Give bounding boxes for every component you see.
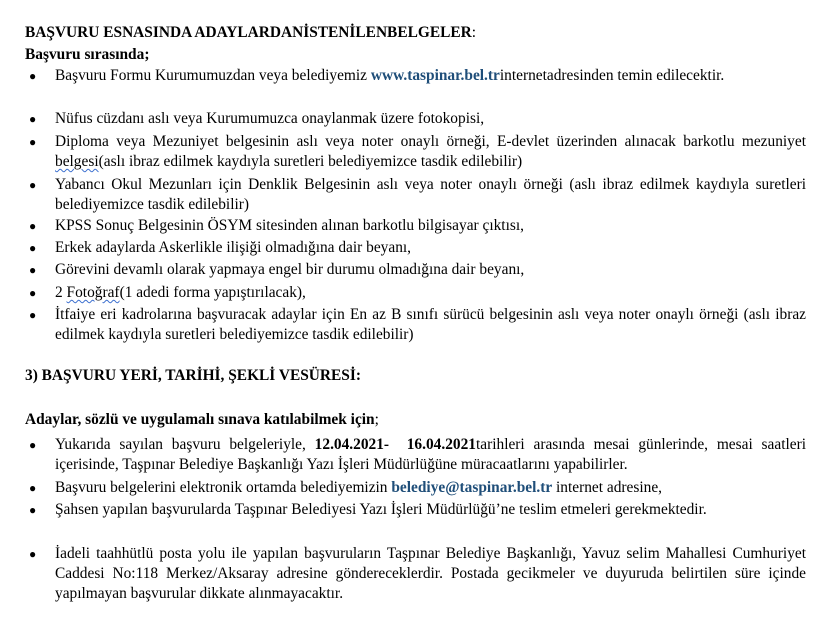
section-1-heading	[25, 24, 476, 42]
list-item	[29, 478, 806, 498]
bullet-icon: ●	[29, 135, 37, 149]
list-item-text: Nüfus cüzdanı aslı veya Kurumumuzca onaylanmak üzere fotokopisi,	[55, 110, 485, 127]
email-link[interactable]: belediye@taspinar.bel.tr	[391, 479, 553, 496]
list-item-text: Şahsen yapılan başvurularda Taşpınar Belediyesi Yazı İşleri Müdürlüğü’ne teslim etmeleri gerekmektedir.	[55, 501, 707, 518]
bullet-icon: ●	[29, 219, 37, 233]
list-item	[29, 500, 806, 520]
bullet-icon: ●	[29, 241, 37, 255]
bullet-icon: ●	[29, 263, 37, 277]
bullet-icon: ●	[29, 69, 37, 83]
section-3-subtitle-text: Adaylar, sözlü ve uygulamalı sınava katılabilmek için	[25, 411, 375, 428]
list-item-text: Diploma veya Mezuniyet belgesinin aslı veya noter onaylı örneği, E-devlet üzerinden alınacak barkotlu mezuniyet	[55, 133, 806, 150]
list-item-text: 2	[55, 284, 67, 301]
list-item-text: (aslı ibraz edilmek kaydıyla suretleri belediyemizce tasdik edilebilir)	[98, 153, 523, 170]
section-3-heading: 3) BAŞVURU YERİ, TARİHİ, ŞEKLİ VESÜRESİ:	[25, 367, 361, 384]
list-item	[29, 305, 806, 345]
list-item-text: tarihleri arasında mesai günlerinde, mesai saatleri içerisinde, Taşpınar Belediye Başkanlığı Yazı İşleri Müdürlüğüne müracaatlarını yapabilirler.	[55, 436, 806, 473]
section-1-title-colon: :	[471, 24, 477, 41]
list-item	[29, 216, 806, 236]
section-1-subtitle: Başvuru sırasında;	[25, 46, 150, 63]
end-date: 16.04.2021	[406, 436, 476, 453]
list-item	[29, 260, 806, 280]
list-item-text: Erkek adaylarda Askerlikle ilişiği olmadığına dair beyanı,	[55, 239, 412, 256]
bullet-icon: ●	[29, 286, 37, 300]
start-date: 12.04.2021-	[314, 436, 390, 453]
list-item	[29, 283, 806, 303]
bullet-icon: ●	[29, 112, 37, 126]
list-item-text: Yabancı Okul Mezunları için Denklik Belgesinin aslı veya noter onaylı örneği (aslı ibraz edilmek kaydıyla suretleri belediyemizce tasdik edilebilir)	[55, 176, 806, 213]
list-item-text: KPSS Sonuç Belgesinin ÖSYM sitesinden alınan barkotlu bilgisayar çıktısı,	[55, 217, 524, 234]
website-link[interactable]: www.taspinar.bel.tr	[370, 67, 500, 84]
bullet-icon: ●	[29, 481, 37, 495]
list-item-text: internetadresinden temin edilecektir.	[499, 67, 725, 84]
list-item-text: Başvuru belgelerini elektronik ortamda belediyemizin	[55, 479, 392, 496]
bullet-icon: ●	[29, 438, 37, 452]
bullet-icon: ●	[29, 178, 37, 192]
list-item	[29, 132, 806, 172]
spellcheck-word: Fotoğraf	[66, 284, 120, 301]
section-3-subtitle-tail: ;	[374, 411, 379, 428]
list-item-text: internet adresine,	[552, 479, 662, 496]
section-1-title: BAŞVURU ESNASINDA ADAYLARDANİSTENİLENBELGELER	[25, 24, 472, 41]
list-item-text: (1 adedi forma yapıştırılacak),	[119, 284, 306, 301]
bullet-icon: ●	[29, 503, 37, 517]
list-item-text: Başvuru Formu Kurumumuzdan veya belediyemiz	[55, 67, 371, 84]
list-item-text: Yukarıda sayılan başvuru belgeleriyle,	[55, 436, 315, 453]
list-item-text: İadeli taahhütlü posta yolu ile yapılan başvuruların Taşpınar Belediye Başkanlığı, Yavuz selim Mahallesi Cumhuriyet Caddesi No:118 Merkez/Aksaray adresine göndereceklerdir. Postada gecikmeler ve duyuruda belirtilen süre içinde yapılmayan başvurular dikkate alınmayacaktır.	[55, 545, 806, 602]
spellcheck-word: belgesi	[55, 153, 99, 170]
list-item	[29, 109, 806, 129]
bullet-icon: ●	[29, 547, 37, 561]
section-3-subtitle	[25, 411, 379, 429]
list-item	[29, 66, 806, 86]
list-item-text: Görevini devamlı olarak yapmaya engel bir durumu olmadığına dair beyanı,	[55, 261, 525, 278]
list-item	[29, 175, 806, 215]
list-item	[29, 238, 806, 258]
bullet-icon: ●	[29, 308, 37, 322]
list-item-text: İtfaiye eri kadrolarına başvuracak adaylar için En az B sınıfı sürücü belgesinin aslı veya noter onaylı örneği (aslı ibraz edilmek kaydıyla suretleri belediyemizce tasdik edilebilir)	[55, 306, 806, 343]
list-item	[29, 544, 806, 604]
list-item	[29, 435, 806, 475]
date-gap	[389, 436, 407, 453]
